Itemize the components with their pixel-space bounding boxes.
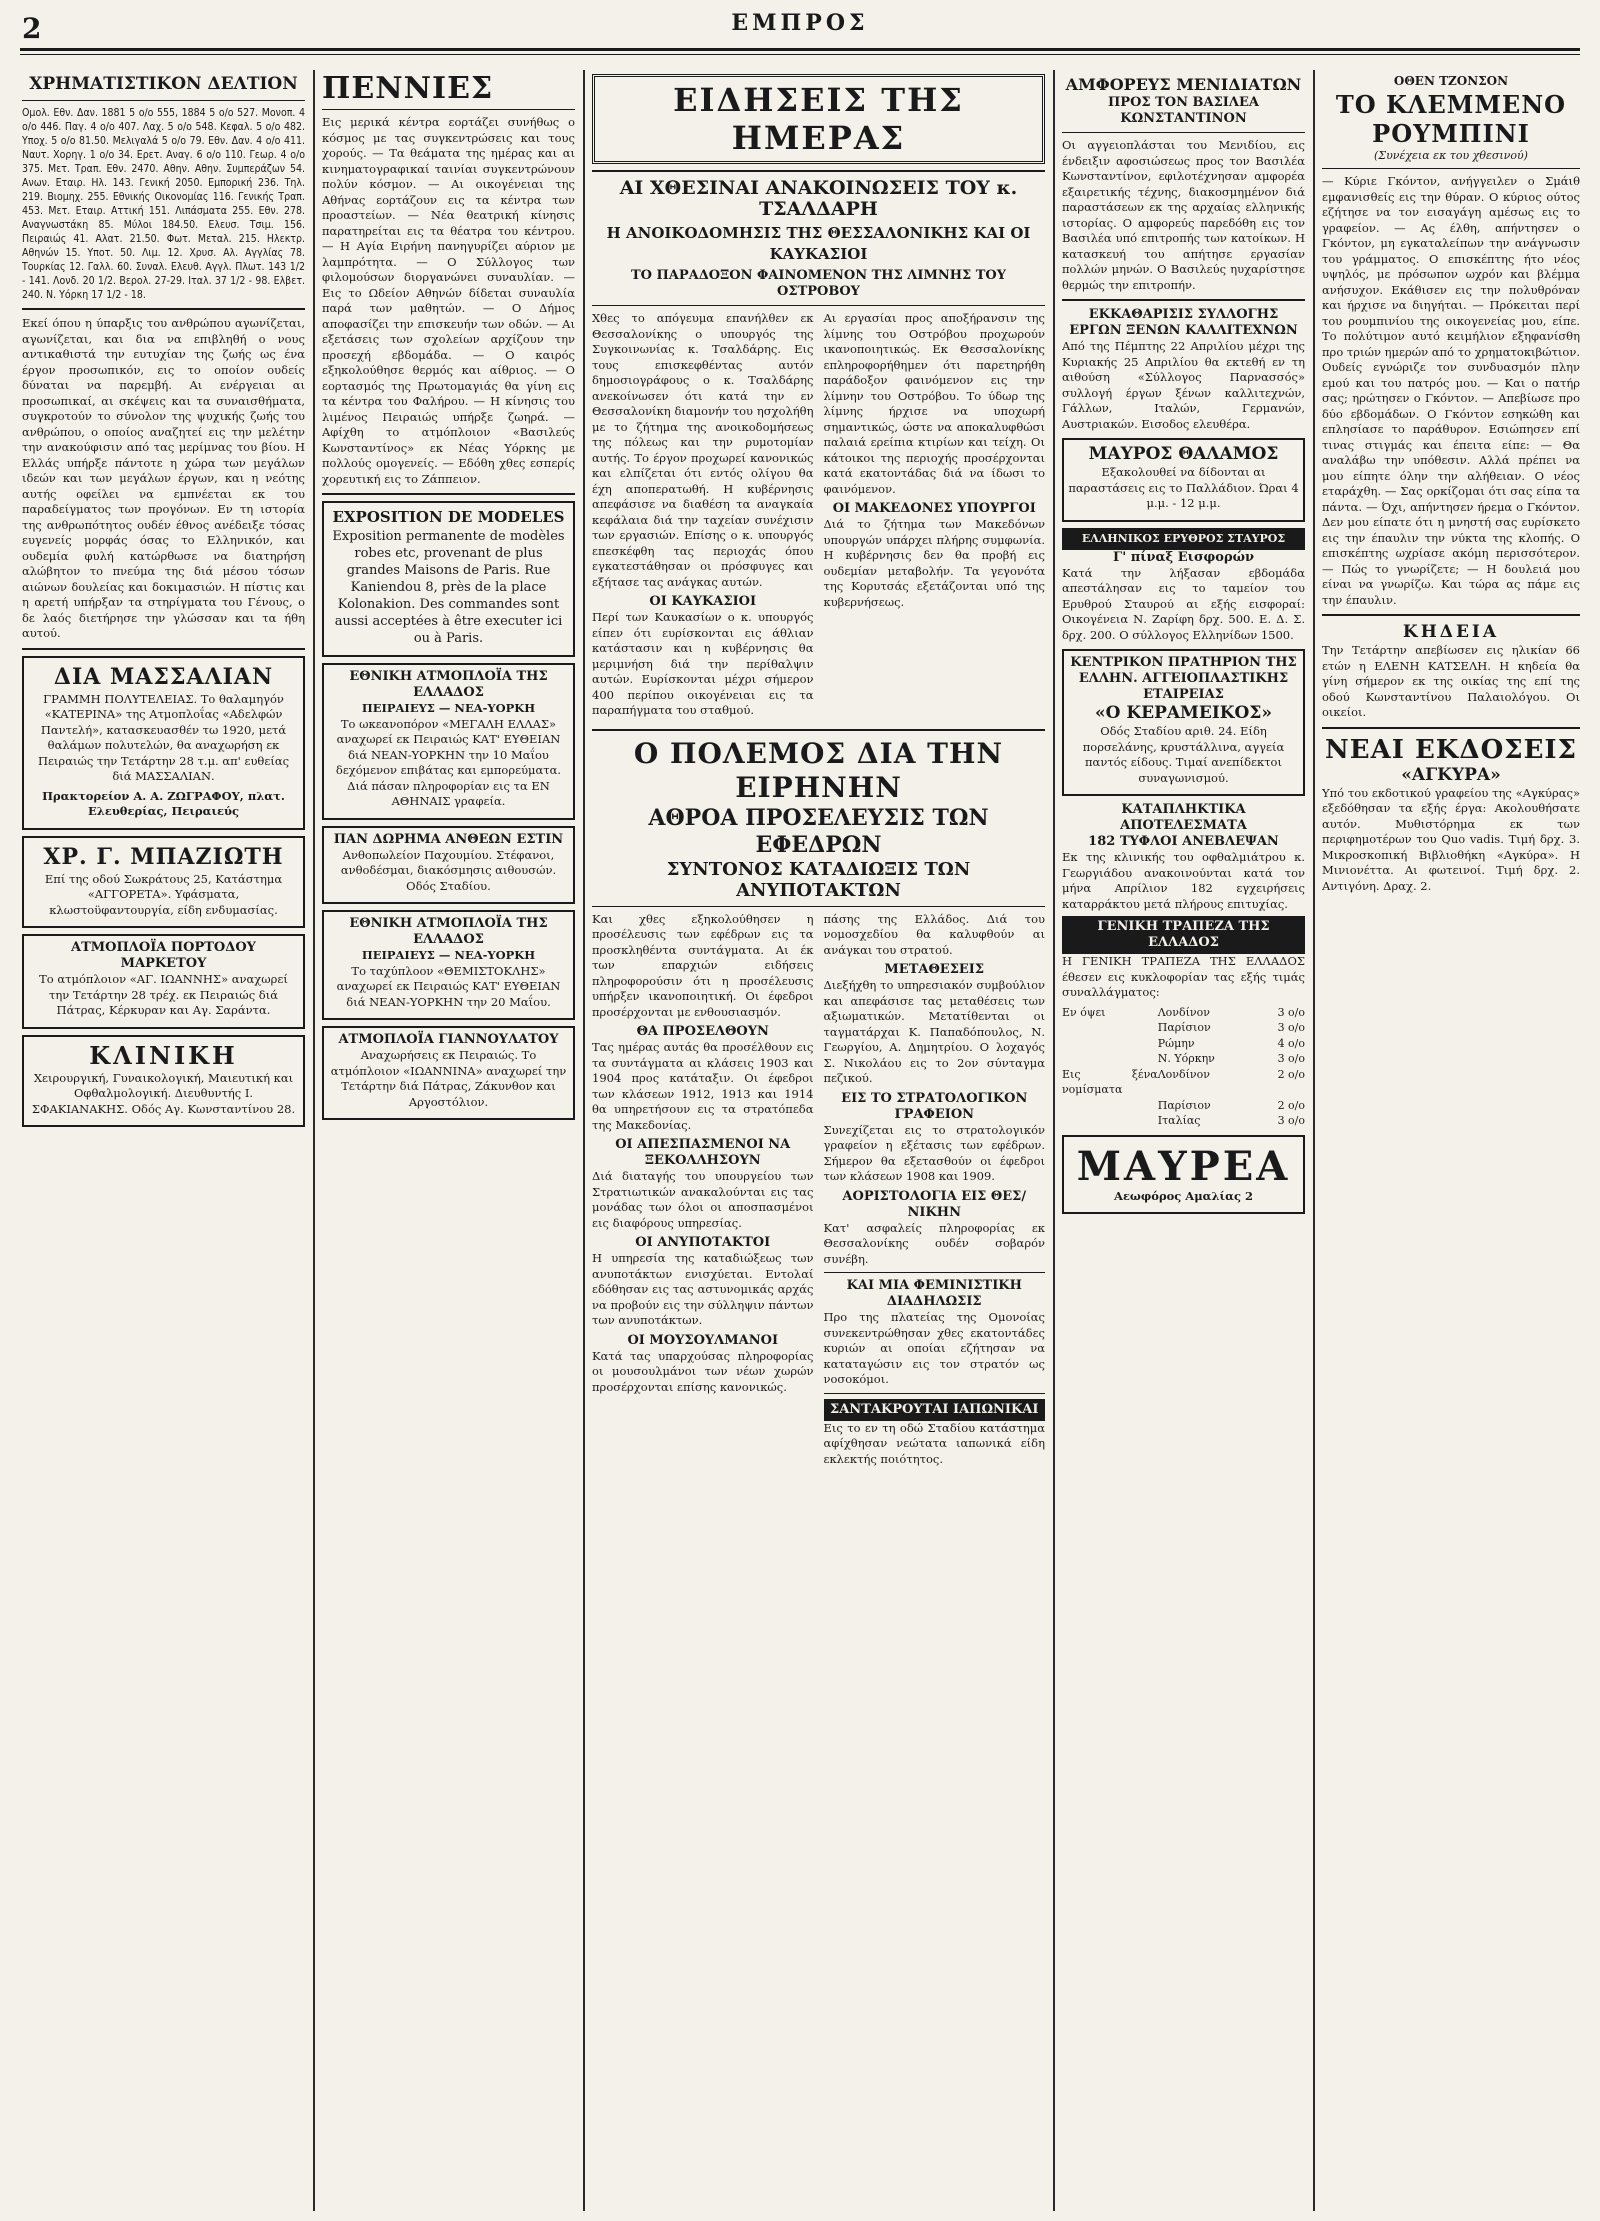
exposition-ad (322, 501, 575, 657)
shipping-ad (22, 934, 305, 1029)
marseille-ad-title: ΔΙΑ ΜΑΣΣΑΛΙΑΝ (53, 663, 274, 690)
bank-rate-cell: Ρώμην (1157, 1036, 1195, 1050)
divider (1322, 614, 1580, 616)
clinic-ad-body: Χειρουργική, Γυναικολογική, Μαιευτική και Οφθαλμολογική. Διευθυντής Ι. ΣΦΑΚΙΑΝΑΚΗΣ. Οδός Αγ. Κωνσταντίνου 28. (31, 1070, 296, 1116)
column-rule (313, 70, 315, 2211)
serial-body: — Κύριε Γκόντον, ανήγγειλεν ο Σμάιθ εμφανισθείς εις την θύραν. Ο κύριος ούτος εζήτησε να τον εισαγάγη αμέσως εις το γραφείον. — Ας έλθη, απήντησεν ο Γκόντον, μη εγκαταλείπων την ανάγνωσιν του γράμματος. Ο επισκέπτης ήτο νέος υψηλός, με πρόσωπον ωχρόν και βλέμμα ανήσυχον. Εκάθισεν εις την πολυθρόναν και ήρχισε να διηγήται. — Πρόκειται περί του ρουμπινίου της οικογενείας μου, είπε. Το πολύτιμον αυτό κειμήλιον εξηφανίσθη προ τριών ημερών από το χρηματοκιβώτιον. Ουδείς εγνώριζε τον συνδυασμόν πλην εμού και του πατρός μου. — Και ο πατήρ σας; ηρώτησεν ο Γκόντον. — Απεβίωσε προ δύο εβδομάδων. Ο Γκόντον εσηκώθη και επλησίασε το παράθυρον. Εσιώπησεν επί τινας στιγμάς και έπειτα είπε: — Θα αναλάβω την υπόθεσιν. Αλλά πρέπει να μου είπητε όλην την αλήθειαν. Ο νέος εταράχθη. — Σας ορκίζομαι ότι σας είπα τα πάντα. — Όχι, απήντησεν ήρεμα ο Γκόντον. Δεν μου είπατε ότι η μνηστή σας ευρίσκετο εις την έπαυλιν την νύκτα της κλοπής. Ο επισκέπτης ωχρίασε ακόμη περισσότερον. — Πώς το γνωρίζετε; — Η δουλειά μου είναι να γνωρίζω. Και τώρα ας πάμε εις την έπαυλιν. (1322, 174, 1580, 607)
divider (592, 170, 1045, 172)
amphora-body: Οι αγγειοπλάσται του Μενιδίου, εις ένδειξιν αφοσιώσεως προς τον Βασιλέα Κωνσταντίνον, εφιλοτέχνησαν αμφορέα εξαιρετικής τέχνης, διακοσμημένον διά παραστάσεων εκ της αρχαίας ελληνικής ιστορίας. Ο αμφορεύς παρεδόθη εις τον Βασιλέα υπό επιτροπής των κατοίκων. Η κατασκευή του απήτησε εργασίαν πολλών μηνών. Ο Βασιλεύς ηυχαρίστησε θερμώς την επιτροπήν. (1062, 138, 1305, 292)
war-b-sub-6: ΕΙΣ ΤΟ ΣΤΡΑΤΟΛΟΓΙΚΟΝ ΓΡΑΦΕΙΟΝ (841, 1090, 1028, 1122)
bank-rate-cell: Παρίσιον (1157, 1021, 1211, 1034)
clinic-ad-title: ΚΛΙΝΙΚΗ (89, 1040, 238, 1070)
serial-sub: (Συνέχεια εκ του χθεσινού) (1374, 148, 1528, 162)
war-b-sub-7: ΑΟΡΙΣΤΟΛΟΓΙΑ ΕΙΣ ΘΕΣ/ΝΙΚΗΝ (842, 1188, 1027, 1220)
bank-rate-cell (1062, 1113, 1158, 1129)
war-b-sub-5: ΜΕΤΑΘΕΣΕΙΣ (884, 962, 985, 977)
amphora-subtitle: ΠΡΟΣ ΤΟΝ ΒΑΣΙΛΕΑ ΚΩΝΣΤΑΝΤΙΝΟΝ (1108, 95, 1259, 126)
bank-rate-cell: 4 ο/ο (1277, 1036, 1305, 1050)
center-news (592, 74, 1045, 2211)
war-column-a (592, 912, 814, 1472)
bank-rate-cell: 2 ο/ο (1277, 1067, 1305, 1081)
war-b-text-3: Συνεχίζεται εις το στρατολογικόν γραφείον η εξέτασις των εφέδρων. Σήμερον θα εξετασθούν οι έφεδροι των κλάσεων 1908 και 1909. (823, 1122, 1045, 1183)
baziotis-ad-title: ΧΡ. Γ. ΜΠΑΖΙΩΤΗ (43, 843, 284, 870)
divider (592, 729, 1045, 731)
news-b-text: Αι εργασίαι προς αποξήρανσιν της λίμνης του Οστρόβου προχωρούν ικανοποιητικώς. Εκ Θεσσαλονίκης επληροφορήθημεν ότι παρετηρήθη παράδοξον φαινόμενον εις την λίμνην του Οστρόβου. Το ύδωρ της λίμνης ήρχισε να υποχωρή σημαντικώς, ώστε να αποκαλυφθώσι παλαιά ερείπια κτιρίων και τείχη. Οι κάτοικοι της περιοχής προσέρχονται κατά εκατοντάδας διά να ίδωσι το φαινόμενον. (823, 311, 1045, 496)
mavrea-ad (1062, 1135, 1305, 1215)
masthead-rule (20, 48, 1580, 51)
headline-deserters: ΣΥΝΤΟΝΟΣ ΚΑΤΑΔΙΩΞΙΣ ΤΩΝ ΑΝΥΠΟΤΑΚΤΩΝ (666, 858, 971, 901)
giannoulatos-body: Αναχωρήσεις εκ Πειραιώς. Το ατμόπλοιον «ΙΩΑΝΝΙΝΑ» αναχωρεί την Τετάρτην διά Πάτρας, Ζάκυνθον και Αργοστόλιον. (330, 1048, 567, 1109)
amphora-title: ΑΜΦΟΡΕΥΣ ΜΕΝΙΔΙΑΤΩΝ (1065, 75, 1302, 94)
war-b-text-5: Προ της πλατείας της Ομονοίας συνεκεντρώθησαν χθες εκατοντάδες κυριών αι οποίαι εζήτησαν να καταταγώσιν εις τον στρατόν ως νοσοκόμοι. (823, 1310, 1045, 1386)
black-room-ad (1062, 438, 1305, 522)
national-line-route: ΠΕΙΡΑΙΕΥΣ — ΝΕΑ-ΥΟΡΚΗ (361, 701, 536, 715)
national-line-route: ΠΕΙΡΑΙΕΥΣ — ΝΕΑ-ΥΟΡΚΗ (361, 948, 536, 962)
divider (322, 109, 575, 110)
column-rule (1313, 70, 1315, 2211)
war-b-text: πάσης της Ελλάδος. Διά του νομοσχεδίου θα καλυφθούν αι ανάγκαι του στρατού. (823, 911, 1045, 957)
news-a-text: Χθες το απόγευμα επανήλθεν εκ Θεσσαλονίκης ο υπουργός της Συγκοινωνίας κ. Τσαλδάρης. Εις τους επισκεφθέντας αυτόν δημοσιογράφους ο κ. Τσαλδάρης ανεκοίνωσεν ότι κατά την εν Θεσσαλονίκη διαμονήν του ησχολήθη με το ζήτημα της ανοικοδομήσεως της πόλεως και την ρυμοτομίαν αυτής. Το έργον προχωρεί κανονικώς και ελπίζεται ότι εντός ολίγου θα έχη αποπερατωθή. Η κυβέρνησις απεφάσισε να διαθέση τα αναγκαία κεφάλαια διά την ταχείαν συνέχισιν των εργασιών. Επίσης ο κ. υπουργός επεσκέφθη τας περιοχάς όπου εγκατεστάθησαν οι πρόσφυγες και εξήτασε τας ανάγκας αυτών. (592, 311, 814, 589)
national-line-ad-2 (322, 910, 575, 1020)
divider (322, 493, 575, 495)
flowers-ad (322, 826, 575, 905)
bank-rate-cell: Εν όψει (1062, 1005, 1106, 1019)
bank-rate-cell: 2 ο/ο (1277, 1098, 1305, 1112)
bank-rate-cell: 3 ο/ο (1277, 1114, 1305, 1127)
serial-kicker: ΟΘΕΝ ΤΖΟΝΣΟΝ (1393, 74, 1509, 88)
marseille-ad-body: ΓΡΑΜΜΗ ΠΟΛΥΤΕΛΕΙΑΣ. Το θαλαμηγόν «ΚΑΤΕΡΙΝΑ» της Ατμοπλοΐας «Αδελφών Παντελή», κατασκευασθέν τω 1920, μετά θαλάμων πολυτελών, θα αναχωρήση εκ Πειραιώς την Τετάρτην 28 τ.μ. απ' ευθείας διά ΜΑΣΣΑΛΙΑΝ. (37, 691, 290, 783)
ceramics-body: Οδός Σταδίου αριθ. 24. Είδη πορσελάνης, κρυστάλλινα, αγγεία παντός είδους. Τιμαί ανεπίδεκτοι συναγωνισμού. (1082, 724, 1285, 785)
war-a-text-2: Τας ημέρας αυτάς θα προσέλθουν εις τα συντάγματα αι κλάσεις 1903 και 1904 προς κατάταξιν. Οι έφεδροι των κλάσεων 1912, 1913 και 1914 θα υπηρετήσουν εις τα στρατόπεδα της Μακεδονίας. (592, 1040, 814, 1132)
war-a-text-5: Κατά τας υπαρχούσας πληροφορίας οι μουσουλμάνοι των νέων χωρών προσέρχονται επίσης κανονικώς. (592, 1348, 814, 1394)
red-cross-title: ΕΛΛΗΝΙΚΟΣ ΕΡΥΘΡΟΣ ΣΤΑΥΡΟΣ (1081, 531, 1286, 545)
war-a-sub-4: ΟΙ ΜΟΥΣΟΥΛΜΑΝΟΙ (627, 1332, 779, 1348)
divider (22, 100, 305, 101)
red-cross-sub: Γ' πίναξ Εισφορών (1112, 549, 1255, 565)
baziotis-ad (22, 836, 305, 929)
black-room-body: Εξακολουθεί να δίδονται αι παραστάσεις εις το Παλλάδιον. Ώραι 4 μ.μ. - 12 μ.μ. (1068, 465, 1299, 510)
war-b-sub-9: ΣΑΝΤΑΚΡΟΥΤΑΙ ΙΑΠΩΝΙΚΑΙ (830, 1401, 1039, 1417)
divider (592, 906, 1045, 907)
serial-title: ΤΟ ΚΛΕΜΜΕΝΟ ΡΟΥΜΠΙΝΙ (1335, 89, 1567, 148)
giannoulatos-ad (322, 1026, 575, 1120)
war-b-text-6: Εις το εν τη οδώ Σταδίου κατάστημα αφίχθησαν νεώτατα ιαπωνικά είδη εκλεκτής ποιότητος. (823, 1420, 1045, 1466)
war-columns (592, 912, 1045, 1472)
funeral-title: ΚΗΔΕΙΑ (1402, 622, 1500, 642)
war-a-text-4: Η υπηρεσία της καταδιώξεως των ανυποτάκτων ενισχύεται. Εντολαί εδόθησαν εις τας αστυνομικάς αρχάς να προβούν εις την σύλληψιν πάντων των ανυποτάκτων. (592, 1251, 814, 1327)
giannoulatos-title: ΑΤΜΟΠΛΟΪΑ ΓΙΑΝΝΟΥΛΑΤΟΥ (338, 1032, 559, 1047)
national-line-body: Το ταχύπλοον «ΘΕΜΙΣΤΟΚΛΗΣ» αναχωρεί εκ Πειραιώς ΚΑΤ' ΕΥΘΕΙΑΝ διά ΝΕΑΝ-ΥΟΡΚΗΝ την 20 Μαΐου. (336, 963, 561, 1009)
bank-rate-cell: Ιταλίας (1157, 1114, 1201, 1127)
column-5 (1322, 74, 1580, 2211)
red-cross-band (1062, 528, 1305, 550)
national-line-title: ΕΘΝΙΚΗ ΑΤΜΟΠΛΟΪΑ ΤΗΣ ΕΛΛΑΔΟΣ (349, 916, 548, 947)
exposition-title: EXPOSITION DE MODELES (332, 508, 565, 526)
stock-bulletin-title: ΧΡΗΜΑΤΙΣΤΙΚΟΝ ΔΕΛΤΙΟΝ (29, 74, 298, 94)
clinic-ad (22, 1035, 305, 1128)
masthead-rule-lower (20, 54, 1580, 55)
page-number: 2 (22, 12, 42, 45)
headline-reconstruction: Η ΑΝΟΙΚΟΔΟΜΗΣΙΣ ΤΗΣ ΘΕΣΣΑΛΟΝΙΚΗΣ ΚΑΙ ΟΙ ΚΑΥΚΑΣΙΟΙ (606, 224, 1031, 263)
column-4 (1062, 74, 1305, 2211)
bank-rate-cell: Ν. Υόρκην (1157, 1052, 1215, 1065)
divider (592, 305, 1045, 306)
headline-lake: ΤΟ ΠΑΡΑΔΟΞΟΝ ΦΑΙΝΟΜΕΝΟΝ ΤΗΣ ΛΙΜΝΗΣ ΤΟΥ ΟΣΤΡΟΒΟΥ (630, 268, 1007, 299)
ceramics-title: ΚΕΝΤΡΙΚΟΝ ΠΡΑΤΗΡΙΟΝ ΤΗΣ ΕΛΛΗΝ. ΑΓΓΕΙΟΠΛΑΣΤΙΚΗΣ ΕΤΑΙΡΕΙΑΣ (1070, 655, 1297, 702)
headline-tsaldaris: ΑΙ ΧΘΕΣΙΝΑΙ ΑΝΑΚΟΙΝΩΣΕΙΣ ΤΟΥ κ. ΤΣΑΛΔΑΡΗ (619, 177, 1018, 220)
news-a-sub: ΟΙ ΚΑΥΚΑΣΙΟΙ (649, 594, 757, 609)
bank-rate-cell: Λονδίνον (1157, 1005, 1210, 1019)
war-a-text-3: Διά διαταγής του υπουργείου των Στρατιωτικών ανακαλούνται εις τας μονάδας των όλοι οι αποσπασμένοι εις διαφόρους υπηρεσίας. (592, 1169, 814, 1230)
bank-rate-cell: 3 ο/ο (1277, 1005, 1305, 1019)
bank-band (1062, 916, 1305, 954)
headline-reservists: ΑΘΡΟΑ ΠΡΟΣΕΛΕΥΣΙΣ ΤΩΝ ΕΦΕΔΡΩΝ (648, 804, 989, 858)
bank-rate-cell: 3 ο/ο (1277, 1052, 1305, 1065)
cleanup-body: Από της Πέμπτης 22 Απριλίου μέχρι της Κυριακής 25 Απριλίου θα εκτεθή εν τη αιθούση «Σύλλογος Παρνασσός» συλλογή έργων ξένων καλλιτεχνών, Γάλλων, Ιταλών, Γερμανών, Αυστριακών. Εισοδος ελευθέρα. (1062, 339, 1305, 431)
bank-rate-row (1062, 1005, 1305, 1021)
bank-rate-cell (1062, 1051, 1158, 1067)
bank-rate-cell: Παρίσιον (1157, 1098, 1211, 1112)
marseille-ad (22, 656, 305, 830)
bank-rates-table (1062, 1005, 1305, 1129)
pennies-title: ΠΕΝΝΙΕΣ (322, 74, 494, 106)
bank-rate-cell (1062, 1020, 1158, 1036)
flowers-title: ΠΑΝ ΔΩΡΗΜΑ ΑΝΘΕΩΝ ΕΣΤΙΝ (333, 831, 564, 847)
news-column-b (824, 311, 1046, 723)
publications-title: ΝΕΑΙ ΕΚΔΟΣΕΙΣ (1325, 734, 1577, 765)
headline-war: Ο ΠΟΛΕΜΟΣ ΔΙΑ ΤΗΝ ΕΙΡΗΝΗΝ (633, 736, 1004, 804)
shipping-ad-body: Το ατμόπλοιον «ΑΓ. ΙΩΑΝΝΗΣ» αναχωρεί την Τετάρτην 28 τρέχ. εκ Πειραιώς διά Πάτρας, Κέρκυραν και Αγ. Σαράντα. (39, 972, 288, 1017)
red-cross-body: Κατά την λήξασαν εβδομάδα απεστάλησαν εις το ταμείον του Ερυθρού Σταυρού αι εξής εισφοραί: Οικογένεια Ν. Ζαρίφη δρχ. 500. Ε. Δ. Σ. δρχ. 200. Ο σύλλογος Ελληνίδων 1500. (1062, 565, 1305, 642)
column-rule (583, 70, 585, 2211)
cleanup-title: ΕΚΚΑΘΑΡΙΣΙΣ ΣΥΛΛΟΓΗΣ ΕΡΓΩΝ ΞΕΝΩΝ ΚΑΛΛΙΤΕΧΝΩΝ (1069, 307, 1298, 338)
bank-rate-row (1062, 1067, 1305, 1098)
baziotis-ad-body: Επί της οδού Σωκράτους 25, Κατάστημα «ΑΓΓΟΡΕΤΑ». Υφάσματα, κλωστοϋφαντουργία, είδη ενδυμασίας. (44, 871, 283, 917)
news-a-text-2: Περί των Καυκασίων ο κ. υπουργός είπεν ότι ευρίσκονται εις άθλιαν κατάστασιν και η κυβέρνησις θα μεριμνήση διά την περίθαλψιν αυτών. Ευρίσκονται μέχρι σήμερον 400 περίπου οικογένειαι εις τα παραπήγματα του σταθμού. (592, 610, 814, 717)
funeral-body: Την Τετάρτην απεβίωσεν εις ηλικίαν 66 ετών η ΕΛΕΝΗ ΚΑΤΣΕΛΗ. Η κηδεία θα γίνη σήμερον εκ της οικίας της επί της οδού Κωνσταντίνου Παλαιολόγου. Οι οικείοι. (1322, 643, 1580, 719)
bank-rate-cell (1062, 1098, 1158, 1114)
bank-rate-cell: Λονδίνον (1157, 1067, 1210, 1081)
news-columns (592, 311, 1045, 723)
japanese-ad-band (824, 1399, 1046, 1421)
publications-body: Υπό του εκδοτικού γραφείου της «Αγκύρας» εξεδόθησαν τα εξής έργα: Ακολουθήσατε αυτόν. Μυθιστόρημα εκ των περιφημοτέρων του Quo vadis. Τιμή δρχ. 3. Μικροσκοπική Βιβλιοθήκη «Αγκύρα». Η Μινιονέττα. Αι φωτεινοί. Τιμή δρχ. 2. Αντιγόνη. Δραχ. 2. (1322, 785, 1580, 893)
national-line-ad-1 (322, 663, 575, 820)
news-banner-title: ΕΙΔΗΣΕΙΣ ΤΗΣ ΗΜΕΡΑΣ (673, 81, 964, 157)
blind-title: ΚΑΤΑΠΛΗΚΤΙΚΑ ΑΠΟΤΕΛΕΣΜΑΤΑ (1120, 802, 1247, 833)
bank-title: ΓΕΝΙΚΗ ΤΡΑΠΕΖΑ ΤΗΣ ΕΛΛΑΔΟΣ (1097, 919, 1270, 950)
black-room-title: ΜΑΥΡΟΣ ΘΑΛΑΜΟΣ (1088, 444, 1279, 464)
shipping-ad-title: ΑΤΜΟΠΛΟΪΑ ΠΟΡΤΟΔΟΥ ΜΑΡΚΕΤΟΥ (71, 940, 256, 971)
bank-rate-cell: 3 ο/ο (1277, 1021, 1305, 1034)
national-line-body: Το ωκεανοπόρον «ΜΕΓΑΛΗ ΕΛΛΑΣ» αναχωρεί εκ Πειραιώς ΚΑΤ' ΕΥΘΕΙΑΝ διά ΝΕΑΝ-ΥΟΡΚΗΝ την 10 Μαΐου δεχόμενον επιβάτας και εμπορεύματα. Διά πάσαν πληροφορίαν εις τα ΕΝ ΑΘΗΝΑΙΣ γραφεία. (335, 716, 562, 808)
news-banner (592, 74, 1045, 164)
column-1 (22, 74, 305, 2211)
column-1-article: Εκεί όπου η ύπαρξις του ανθρώπου αγωνίζεται, αγωνίζεται, και δια να επιβληθή ο νους αντικαθιστά την ευτυχίαν της ζωής ως ένα έργον προσωπικόν, εις το οποίον ουδείς δύναται να παρεμβή. Αι ενέργειαι αι προσωπικαί, αι σκέψεις και τα συναισθήματα, συγκροτούν το σύνολον της ψυχικής ζωής του ανθρώπου, ο οποίος αναζητεί εις την μελέτην την ανακούφισιν από τας μερίμνας του βίου. Η Ελλάς υπήρξε πάντοτε η χώρα των μεγάλων ιδεών και των μεγάλων έργων, και η νεότης αυτής οφείλει να εμπνέεται εκ του παραδείγματος των προγόνων. Εν τη ιστορία της ανθρωπότητος ουδέν έθνος ανέδειξε τόσας ευγενείς μορφάς όσας το Ελληνικόν, και ουδεμία φυλή κατώρθωσε να διατηρήση αλώβητον το πνεύμα της διά μέσου τόσων αιώνων δουλείας και δοκιμασιών. Η πίστις και η αρετή υπήρξαν τα στηρίγματα του Γένους, ο δε λαός διετήρησε την γλώσσαν και τα ήθη αυτού. (22, 316, 305, 640)
mavrea-title: ΜΑΥΡΕΑ (1076, 1142, 1291, 1190)
divider (1062, 132, 1305, 133)
bank-rate-cell: Εις ξένα νομίσματα (1062, 1067, 1158, 1096)
bank-body: Η ΓΕΝΙΚΗ ΤΡΑΠΕΖΑ ΤΗΣ ΕΛΛΑΔΟΣ έθεσεν εις κυκλοφορίαν τας εξής τιμάς συναλλάγματος: (1062, 954, 1305, 999)
divider (1322, 727, 1580, 729)
war-a-text: Και χθες εξηκολούθησεν η προσέλευσις των εφέδρων εις τα προσκληθέντα συντάγματα. Αι έκ των επαρχιών ειδήσεις πληροφορούσιν ότι η προσέλευσις υπήρξεν ικανοποιητική. Οι έφεδροι προσέρχονται με ενθουσιασμόν. (592, 911, 814, 1019)
bank-rate-row (1062, 1036, 1305, 1052)
national-line-title: ΕΘΝΙΚΗ ΑΤΜΟΠΛΟΪΑ ΤΗΣ ΕΛΛΑΔΟΣ (349, 669, 548, 700)
column-2 (322, 74, 575, 2211)
bank-rate-row (1062, 1113, 1305, 1129)
marseille-ad-agent: Πρακτορείον Α. Α. ΖΩΓΡΑΦΟΥ, πλατ. Ελευθερίας, Πειραιεύς (42, 788, 285, 818)
war-b-text-2: Διεξήχθη το υπηρεσιακόν συμβούλιον και απεφάσισε τας μεταθέσεις των αξιωματικών. Μετατίθενται οι ταγματάρχαι Κ. Παπαδόπουλος, Ν. Γεωργίου, Α. Δημητρίου. Ο λοχαγός Σ. Νικολάου εις το 2ον σύνταγμα πεζικού. (823, 978, 1045, 1085)
stock-bulletin-body: Ομολ. Εθν. Δαν. 1881 5 ο/ο 555, 1884 5 ο/ο 527. Μονοπ. 4 ο/ο 446. Παγ. 4 ο/ο 407. Λαχ. 5 ο/ο 548. Κεφαλ. 5 ο/ο 482. Υποχ. 5 ο/ο 81.50. Μελιγαλά 5 ο/ο 79. Εθν. Δαν. 4 ο/ο 411. Ναυτ. Χορηγ. 1 ο/ο 34. Ερετ. Αναγ. 6 ο/ο 110. Γεωρ. 4 ο/ο 375. Μετ. Τραπ. Εθν. 2470. Αθην. Αθην. Συμπεράζων 54. Ανων. Εταιρ. Ηλ. 143. Γενική 2050. Εμπορική 236. Τηλ. 219. Βιομηχ. 255. Εθνικής Οικονομίας 116. Γενικής Τραπ. 453. Μετ. Εταιρ. Αττική 151. Λιπάσματα 255. Εθν. 278. Αναγνωστάκη 85. Μύλοι 184.50. Ελευσ. Τσιμ. 156. Πειραιώς 41. Αλατ. 21.50. Φωτ. Μεταλ. 215. Ηλεκτρ. Αθηνών 15. Υποτ. 50. Λιμ. 12. Χρυσ. Αλ. Αγγλίας 78. Τουρκίας 12. Γαλλ. 60. Συναλ. Ελευθ. Αγγλ. Πλωτ. 143 1/2 - 141. Λονδ. 20 1/2. Βερολ. 27-29. Ιταλ. 37 1/2 - 98. Ελβετ. 240. Ν. Υόρκη 17 1/2 - 18. (22, 107, 305, 301)
mavrea-address: Αεωφόρος Αμαλίας 2 (1114, 1188, 1253, 1203)
flowers-body: Ανθοπωλείον Παχουμίου. Στέφανοι, ανθοδέσμαι, διακόσμησις αιθουσών. Οδός Σταδίου. (340, 847, 557, 893)
bank-rate-cell (1062, 1036, 1158, 1052)
news-b-text-2: Διά το ζήτημα των Μακεδόνων υπουργών υπάρχει πλήρης συμφωνία. Η κυβέρνησις δεν θα προβή εις ουδεμίαν μεταβολήν. Τα γεγονότα της Κορυτσάς εξετάζονται υπό της κυβερνήσεως. (823, 517, 1045, 609)
bank-rate-row (1062, 1051, 1305, 1067)
paper-name: ΕΜΠΡΟΣ (731, 10, 869, 36)
divider (22, 308, 305, 310)
column-rule (1053, 70, 1055, 2211)
blind-sub: 182 ΤΥΦΛΟΙ ΑΝΕΒΛΕΨΑΝ (1088, 834, 1279, 849)
war-b-sub-8: ΚΑΙ ΜΙΑ ΦΕΜΙΝΙΣΤΙΚΗ ΔΙΑΔΗΛΩΣΙΣ (846, 1278, 1022, 1309)
news-b-sub: ΟΙ ΜΑΚΕΔΟΝΕΣ ΥΠΟΥΡΓΟΙ (832, 501, 1036, 516)
divider (1322, 168, 1580, 169)
bank-rate-row (1062, 1020, 1305, 1036)
divider (824, 1393, 1046, 1394)
war-column-b (824, 912, 1046, 1472)
divider (22, 648, 305, 650)
war-a-sub-3: ΟΙ ΑΝΥΠΟΤΑΚΤΟΙ (635, 1235, 771, 1250)
blind-body: Εκ της κλινικής του οφθαλμιάτρου κ. Γεωργιάδου ανακοινούνται κατά τον μήνα Απρίλιον 182 εγχειρήσεις καταρράκτου μετά πλήρους επιτυχίας. (1062, 850, 1305, 911)
exposition-body: Exposition permanente de modèles robes etc, provenant de plus grandes Maisons de Paris. Rue Kaniendou 8, près de la place Kolonakion. Des commandes sont aussi acceptées à être executer ici ou à Paris. (332, 529, 565, 646)
bank-rate-row (1062, 1098, 1305, 1114)
divider (824, 1272, 1046, 1273)
pennies-body: Εις μερικά κέντρα εορτάζει συνήθως ο κόσμος με τας συγκεντρώσεις και τους χορούς. — Τα θεάματα της ημέρας και αι κινηματογραφικαί ταινίαι συγκεντρώνουν πολύν κόσμον. — Αι οικογένειαι της Αθήνας εορτάζουν εις τα κέντρα των προαστείων. — Νέα θεατρική κίνησις παρατηρείται εις τα θέατρα του κέντρου. — Η Αγία Ειρήνη πανηγυρίζει αύριον με λαμπρότητα. — Ο Σύλλογος των φιλομούσων διοργανώνει συναυλίαν. — Εις το Ωδείον Αθηνών δίδεται συναυλία παρά των μαθητών. — Ο Δήμος αποφασίζει την επισκευήν των οδών. — Αι εξετάσεις των σχολείων αρχίζουν την προσεχή εβδομάδα. — Ο καιρός εξηκολούθησε θερμός και αίθριος. — Ο εορτασμός της Πρωτομαγιάς θα γίνη εις τα κέντρα του Φαλήρου. — Η κίνησις του λιμένος Πειραιώς υπήρξε ζωηρά. — Αφίχθη το ατμόπλοιον «Βασιλεύς Κωνσταντίνος» εκ Νέας Υόρκης με πολλούς ομογενείς. — Εδόθη χθες εσπερίς χορευτική εις το Ζάππειον. (322, 115, 575, 486)
war-b-text-4: Κατ' ασφαλείς πληροφορίας εκ Θεσσαλονίκης ουδέν σοβαρόν συνέβη. (823, 1220, 1045, 1266)
ceramics-ad (1062, 649, 1305, 796)
war-a-sub-1: ΘΑ ΠΡΟΣΕΛΘΟΥΝ (636, 1024, 769, 1039)
publications-name: «ΑΓΚΥΡΑ» (1401, 764, 1501, 785)
war-a-sub-2: ΟΙ ΑΠΕΣΠΑΣΜΕΝΟΙ ΝΑ ΞΕΚΟΛΛΗΣΟΥΝ (615, 1137, 791, 1168)
ceramics-name: «Ο ΚΕΡΑΜΕΙΚΟΣ» (1094, 703, 1272, 723)
divider (1062, 299, 1305, 301)
news-column-a (592, 311, 814, 723)
